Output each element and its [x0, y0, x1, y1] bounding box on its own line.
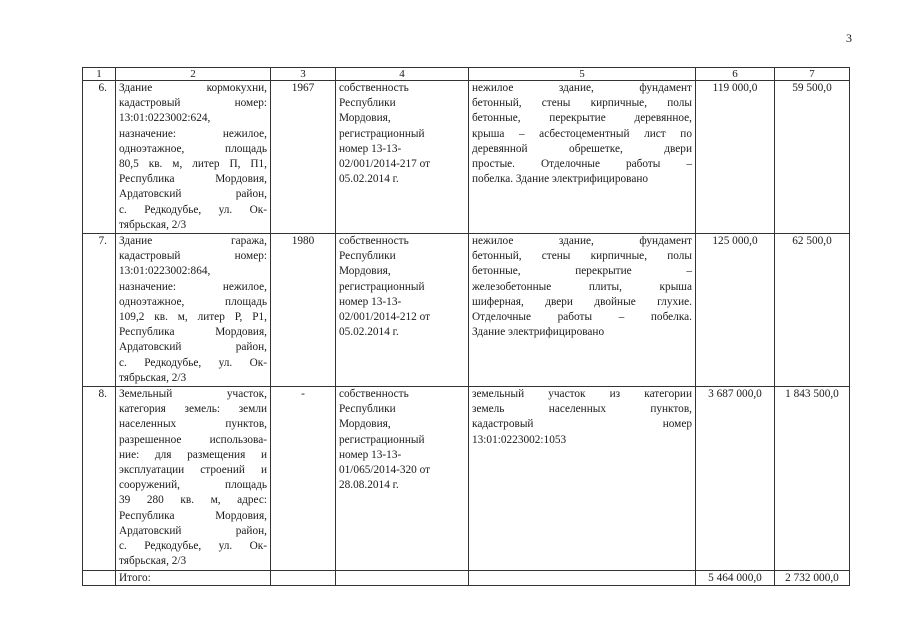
text-line: Мордовия, — [339, 112, 391, 125]
table-row — [83, 81, 850, 234]
text-line: деревянной обрешетке, двери — [472, 142, 692, 155]
text-line: с. Редкодубье, ул. Ок- — [119, 540, 267, 553]
text-line: Республики — [339, 403, 396, 416]
text-line: сооружений, площадь — [119, 479, 267, 492]
row-number: 8. — [83, 387, 116, 570]
text-line: побелка. Здание электрифицировано — [472, 173, 649, 186]
text-line: собственность — [339, 235, 409, 248]
column-number: 5 — [469, 68, 696, 81]
description-cell — [469, 387, 696, 570]
text-line: Здание электрифицировано — [472, 326, 605, 339]
text-line: тябрьская, 2/3 — [119, 371, 187, 384]
column-number-row — [83, 68, 850, 81]
text-line: населенных пунктов, — [119, 418, 267, 431]
text-line: нежилое здание, фундамент — [472, 235, 692, 248]
year-cell: 1980 — [271, 234, 336, 387]
value-col7-cell: 62 500,0 — [775, 234, 850, 387]
row-number: 7. — [83, 234, 116, 387]
text-line: собственность — [339, 82, 409, 94]
text-line: Мордовия, — [339, 265, 391, 278]
ownership-cell — [336, 234, 469, 387]
text-line: Здание гаража, — [119, 235, 267, 248]
text-line: бетонный, стены кирпичные, полы — [472, 250, 692, 263]
text-line: нежилое здание, фундамент — [472, 82, 692, 94]
text-line: крыша – асбестоцементный лист по — [472, 127, 692, 140]
text-line: 02/001/2014-212 от — [339, 311, 431, 324]
value-col6-cell: 119 000,0 — [696, 81, 775, 234]
text-line: 39 280 кв. м, адрес: — [119, 494, 267, 507]
text-line: регистрационный — [339, 127, 425, 140]
text-line: 05.02.2014 г. — [339, 326, 399, 339]
text-line: категория земель: земли — [119, 403, 267, 416]
text-line: железобетонные плиты, крыша — [472, 280, 692, 293]
text-line: бетонный, стены кирпичные, полы — [472, 97, 692, 110]
text-line: простые. Отделочные работы – — [472, 158, 692, 171]
text-line: Республика Мордовия, — [119, 326, 267, 339]
property-table — [82, 67, 850, 586]
object-name-cell — [116, 81, 271, 234]
text-line: Республики — [339, 97, 396, 110]
empty-cell — [469, 570, 696, 585]
table-row — [83, 234, 850, 387]
total-label: Итого: — [116, 570, 271, 585]
text-line: одноэтажное, площадь — [119, 295, 267, 308]
text-line: 109,2 кв. м, литер Р, Р1, — [119, 311, 267, 324]
text-line: ние: для размещения и — [119, 448, 267, 461]
text-line: 02/001/2014-217 от — [339, 158, 431, 171]
year-cell: - — [271, 387, 336, 570]
table-row — [83, 387, 850, 570]
empty-cell — [336, 570, 469, 585]
value-col7-cell: 1 843 500,0 — [775, 387, 850, 570]
text-line: номер 13-13- — [339, 295, 402, 308]
row-number: 6. — [83, 81, 116, 234]
text-line: Земельный участок, — [119, 388, 267, 401]
total-col7: 2 732 000,0 — [775, 570, 850, 585]
text-line: тябрьская, 2/3 — [119, 555, 187, 568]
text-line: кадастровый номер — [472, 418, 692, 431]
column-number: 4 — [336, 68, 469, 81]
text-line: Республики — [339, 250, 396, 263]
text-line: назначение: нежилое, — [119, 127, 267, 140]
text-line: тябрьская, 2/3 — [119, 218, 187, 231]
text-line: земель населенных пунктов, — [472, 403, 692, 416]
text-line: одноэтажное, площадь — [119, 142, 267, 155]
text-line: собственность — [339, 388, 409, 401]
column-number: 7 — [775, 68, 850, 81]
text-line: 13:01:0223002:624, — [119, 112, 211, 125]
year-cell: 1967 — [271, 81, 336, 234]
value-col6-cell: 3 687 000,0 — [696, 387, 775, 570]
text-line: 13:01:0223002:864, — [119, 265, 211, 278]
value-col7-cell: 59 500,0 — [775, 81, 850, 234]
text-line: регистрационный — [339, 433, 425, 446]
total-row — [83, 570, 850, 585]
column-number: 1 — [83, 68, 116, 81]
page-number: 3 — [846, 31, 852, 45]
description-cell — [469, 234, 696, 387]
object-name-cell — [116, 234, 271, 387]
text-line: кадастровый номер: — [119, 97, 267, 110]
text-line: с. Редкодубье, ул. Ок- — [119, 356, 267, 369]
text-line: Здание кормокухни, — [119, 82, 267, 94]
text-line: Ардатовский район, — [119, 188, 267, 201]
text-line: назначение: нежилое, — [119, 280, 267, 293]
column-number: 2 — [116, 68, 271, 81]
text-line: бетонные, перекрытие – — [472, 265, 692, 278]
text-line: шиферная, двери двойные глухие. — [472, 295, 692, 308]
text-line: Отделочные работы – побелка. — [472, 311, 692, 324]
text-line: кадастровый номер: — [119, 250, 267, 263]
text-line: эксплуатации строений и — [119, 464, 267, 477]
empty-cell — [83, 570, 116, 585]
object-name-cell — [116, 387, 271, 570]
text-line: Республика Мордовия, — [119, 173, 267, 186]
text-line: Мордовия, — [339, 418, 391, 431]
text-line: 28.08.2014 г. — [339, 479, 399, 492]
description-cell — [469, 81, 696, 234]
text-line: Республика Мордовия, — [119, 509, 267, 522]
column-number: 6 — [696, 68, 775, 81]
text-line: 05.02.2014 г. — [339, 173, 399, 186]
text-line: 13:01:0223002:1053 — [472, 433, 567, 446]
text-line: с. Редкодубье, ул. Ок- — [119, 203, 267, 216]
ownership-cell — [336, 387, 469, 570]
text-line: бетонные, перекрытие деревянное, — [472, 112, 692, 125]
text-line: номер 13-13- — [339, 142, 402, 155]
text-line: 80,5 кв. м, литер П, П1, — [119, 158, 267, 171]
text-line: Ардатовский район, — [119, 341, 267, 354]
total-col6: 5 464 000,0 — [696, 570, 775, 585]
text-line: номер 13-13- — [339, 448, 402, 461]
column-number: 3 — [271, 68, 336, 81]
value-col6-cell: 125 000,0 — [696, 234, 775, 387]
text-line: Ардатовский район, — [119, 524, 267, 537]
text-line: 01/065/2014-320 от — [339, 464, 431, 477]
empty-cell — [271, 570, 336, 585]
text-line: земельный участок из категории — [472, 388, 692, 401]
text-line: регистрационный — [339, 280, 425, 293]
text-line: разрешенное использова- — [119, 433, 267, 446]
ownership-cell — [336, 81, 469, 234]
